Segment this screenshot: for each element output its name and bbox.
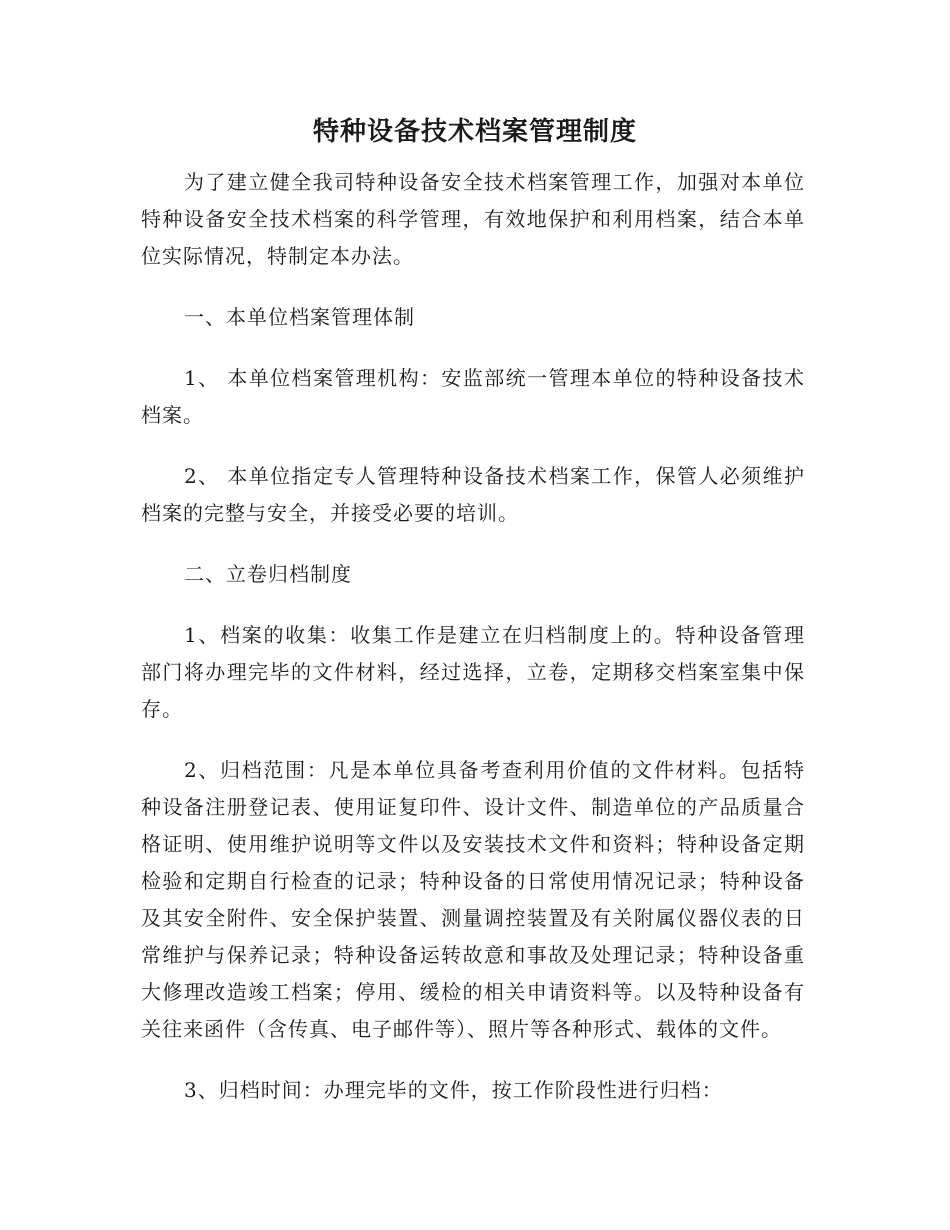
section-2-item-2: 2、归档范围：凡是本单位具备考查利用价值的文件材料。包括特种设备注册登记表、使用证复印件、设计文件、制造单位的产品质量合格证明、使用维护说明等文件以及安装技术文件和资料；特种设备定期检验和定期自行检查的记录；特种设备的日常使用情况记录；特种设备及其安全附件、安全保护装置、测量调控装置及有关附属仪器仪表的日常维护与保养记录；特种设备运转故意和事故及处理记录；特种设备重大修理改造竣工档案；停用、缓检的相关申请资料等。以及特种设备有关往来函件（含传真、电子邮件等）、照片等各种形式、载体的文件。 (141, 758, 805, 1041)
section-1-item-2: 2、 本单位指定专人管理特种设备技术档案工作，保管人必须维护档案的完整与安全，并接受必要的培训。 (141, 464, 805, 525)
intro-paragraph: 为了建立健全我司特种设备安全技术档案管理工作，加强对本单位特种设备安全技术档案的科学管理，有效地保护和利用档案，结合本单位实际情况，特制定本办法。 (141, 170, 805, 268)
document-body (141, 164, 805, 1133)
document-title: 特种设备技术档案管理制度 (312, 117, 637, 147)
section-heading-2: 二、立卷归档制度 (184, 562, 352, 586)
section-2-item-1: 1、档案的收集：收集工作是建立在归档制度上的。特种设备管理部门将办理完毕的文件材料，经过选择，立卷，定期移交档案室集中保存。 (141, 623, 805, 721)
section-2-item-3: 3、归档时间：办理完毕的文件，按工作阶段性进行归档： (184, 1078, 723, 1102)
section-1-item-1: 1、 本单位档案管理机构：安监部统一管理本单位的特种设备技术档案。 (141, 366, 805, 427)
section-heading-1: 一、本单位档案管理体制 (184, 305, 415, 329)
